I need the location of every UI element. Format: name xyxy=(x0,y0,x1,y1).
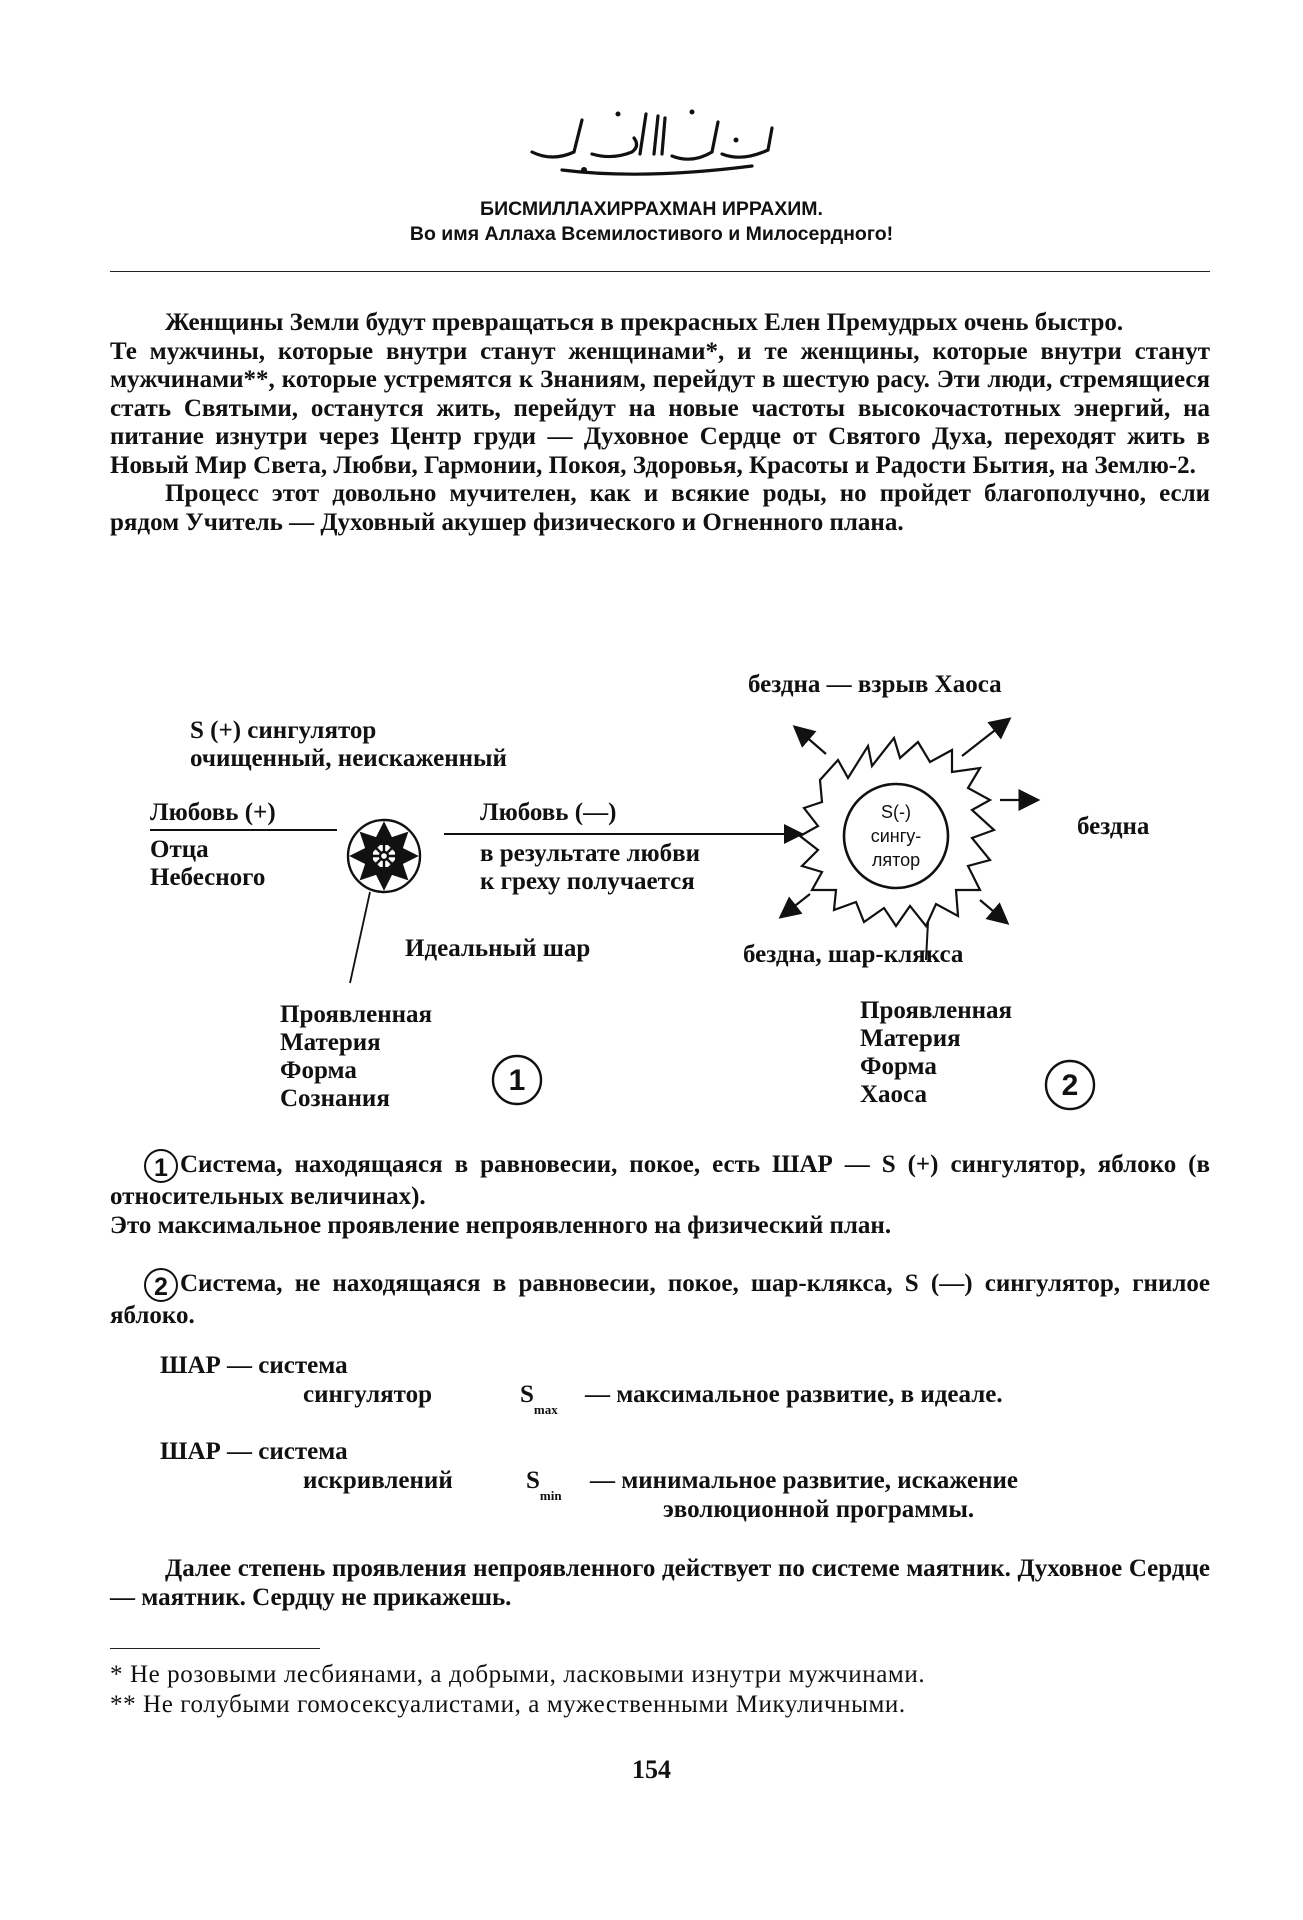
footnote-1: * Не розовыми лесбиянами, а добрыми, ласковыми изнутри мужчинами. xyxy=(110,1661,926,1688)
father-label-2: Небесного xyxy=(150,864,266,891)
definition-2-s: S xyxy=(526,1467,540,1494)
left-caption-4: Сознания xyxy=(280,1085,390,1112)
paragraph-2: Те мужчины, которые внутри станут женщинами*, и те женщины, которые внутри станут мужчинами**, которые устремятся к Знаниям, перейдут в шестую расу. Эти люди, стремящиеся стать Святыми, останутся жить, перейдут на новые частоты высокочастотных энергий, на питание изнутри через Центр груди — Духовное Сердце от Святого Духа, переходят жить в Новый Мир Света, Любви, Гармонии, Покоя, Здоровья, Красоты и Радости Бытия, на Землю-2. xyxy=(110,337,1210,479)
final-paragraph xyxy=(110,1555,1210,1612)
system-1-line2: Это максимальное проявление непроявленного на физический план. xyxy=(110,1211,892,1239)
definition-2-title: ШАР — система xyxy=(160,1438,348,1465)
right-caption-3: Форма xyxy=(860,1053,937,1080)
right-caption-2: Материя xyxy=(860,1025,961,1052)
system-1 xyxy=(110,1149,1210,1240)
abyss-top-label: бездна — взрыв Хаоса xyxy=(748,671,1002,698)
bismillah-calligraphy xyxy=(0,100,1303,185)
figure-number-1 xyxy=(493,1056,541,1104)
right-caption-1: Проявленная xyxy=(860,997,1013,1024)
header-subtitle: Во имя Аллаха Всемилостивого и Милосердного! xyxy=(409,223,894,245)
definition-1-s: S xyxy=(520,1381,534,1408)
paragraph-1: Женщины Земли будут превращаться в прекрасных Елен Премудрых очень быстро. xyxy=(165,309,1124,336)
definition-2-term: искривлений xyxy=(303,1467,453,1494)
page-number: 154 xyxy=(632,1755,671,1784)
figure-number-1-text: 1 xyxy=(508,1064,526,1097)
right-caption-4: Хаоса xyxy=(860,1081,927,1108)
system-1-number: 1 xyxy=(144,1149,178,1183)
footnotes xyxy=(110,1660,1210,1720)
system-2-number: 2 xyxy=(144,1268,178,1302)
header-title: БИСМИЛЛАХИРРАХМАН ИРРАХИМ. xyxy=(480,198,823,220)
abyss-blot-label: бездна, шар-клякса xyxy=(743,941,964,968)
definition-1-term: сингулятор xyxy=(303,1381,433,1408)
definition-1-symbol xyxy=(520,1381,558,1425)
ideal-ball-label: Идеальный шар xyxy=(405,935,591,962)
definition-1-subscript: max xyxy=(533,1402,558,1417)
system-1-text: Система, находящаяся в равновесии, покое, есть ШАР — S (+) сингулятор, яблоко (в относительных величинах). xyxy=(110,1151,1210,1210)
result-label-1: в результате любви xyxy=(480,840,701,867)
father-label-1: Отца xyxy=(150,836,209,863)
paragraph-3: Процесс этот довольно мучителен, как и всякие роды, но пройдет благополучно, если рядом Учитель — Духовный акушер физического и Огненного плана. xyxy=(110,480,1210,536)
definition-2-desc-cont: эволюционной программы. xyxy=(663,1496,975,1523)
definition-2-desc: — минимальное развитие, искажение xyxy=(590,1467,1019,1494)
calligraphy-logo xyxy=(522,100,782,180)
definition-1-desc: — максимальное развитие, в идеале. xyxy=(585,1381,1003,1408)
s-plus-label: S (+) сингулятор xyxy=(190,717,377,744)
left-caption-2: Материя xyxy=(280,1029,381,1056)
definition-2-symbol xyxy=(526,1467,562,1511)
system-2-text: Система, не находящаяся в равновесии, покое, шар-клякса, S (—) сингулятор, гнилое яблоко. xyxy=(110,1270,1210,1329)
love-minus-label: Любовь (—) xyxy=(480,799,617,826)
system-2 xyxy=(110,1268,1210,1331)
final-text: Далее степень проявления непроявленного действует по системе маятник. Духовное Сердце — маятник. Сердцу не прикажешь. xyxy=(110,1555,1210,1611)
singulator-diagram xyxy=(0,660,1303,1120)
result-label-2: к греху получается xyxy=(480,868,695,895)
left-caption-1: Проявленная xyxy=(280,1001,433,1028)
left-caption-3: Форма xyxy=(280,1057,357,1084)
page-header xyxy=(0,197,1303,247)
header-divider xyxy=(110,271,1210,272)
sphere-label-1: S(-) xyxy=(881,802,911,822)
figure-number-2-text: 2 xyxy=(1061,1069,1079,1102)
definition-1-title: ШАР — система xyxy=(160,1352,348,1379)
sphere-label-3: лятор xyxy=(871,850,921,870)
s-plus-desc: очищенный, неискаженный xyxy=(190,745,507,772)
sphere-label-2: сингу- xyxy=(870,826,922,846)
figure-number-2 xyxy=(1046,1061,1094,1109)
footnote-2: ** Не голубыми гомосексуалистами, а мужественными Микуличными. xyxy=(110,1691,906,1718)
footnote-divider xyxy=(110,1648,320,1649)
body-text xyxy=(110,309,1210,537)
definition-2-subscript: min xyxy=(539,1488,562,1503)
love-plus-label: Любовь (+) xyxy=(150,799,276,826)
abyss-right-label: бездна xyxy=(1077,813,1150,840)
